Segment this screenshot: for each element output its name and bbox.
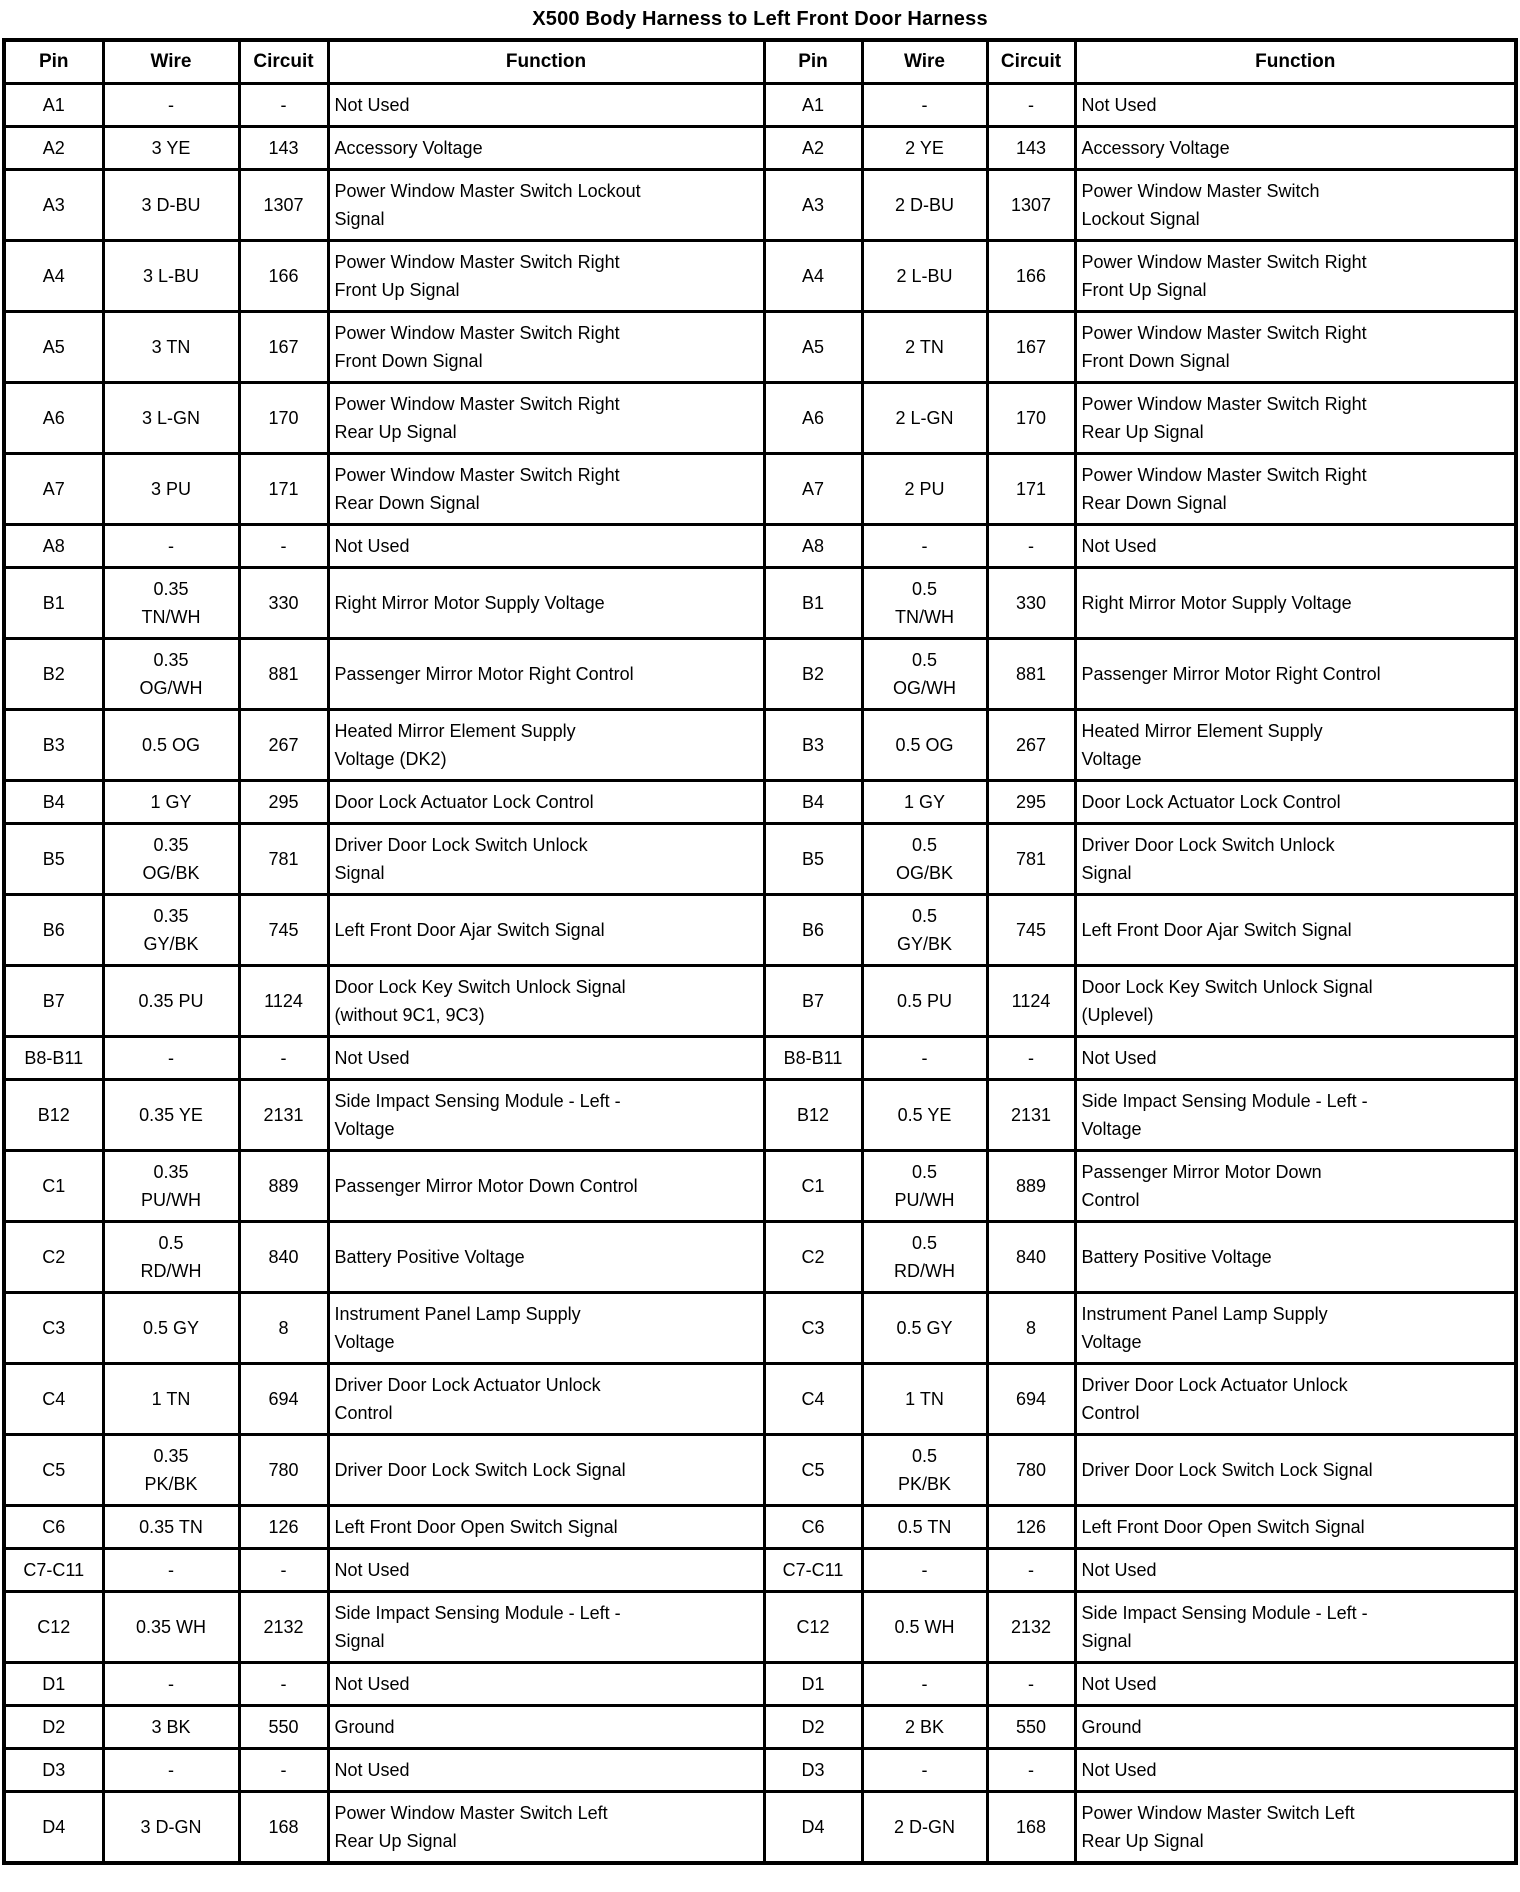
circuit-cell-left: -	[239, 84, 328, 127]
wire-cell-left: -	[103, 525, 239, 568]
table-row	[4, 824, 1516, 895]
circuit-cell-right: 694	[987, 1364, 1075, 1435]
pin-cell-left: B4	[4, 781, 103, 824]
pin-cell-left: C6	[4, 1506, 103, 1549]
function-cell-right: Accessory Voltage	[1075, 127, 1516, 170]
wire-cell-left: 3 L-GN	[103, 383, 239, 454]
circuit-cell-left: -	[239, 1549, 328, 1592]
circuit-cell-left: 167	[239, 312, 328, 383]
table-body	[4, 84, 1516, 1864]
table-row	[4, 312, 1516, 383]
circuit-cell-left: 330	[239, 568, 328, 639]
column-header-circuit-right: Circuit	[987, 40, 1075, 84]
pin-cell-left: D4	[4, 1792, 103, 1864]
circuit-cell-right: -	[987, 1749, 1075, 1792]
table-row	[4, 1506, 1516, 1549]
pin-cell-left: D3	[4, 1749, 103, 1792]
wire-cell-left: 0.35 PU	[103, 966, 239, 1037]
wire-cell-right: 0.5 OG	[862, 710, 987, 781]
wire-cell-left: 0.35 PU/WH	[103, 1151, 239, 1222]
table-row	[4, 84, 1516, 127]
table-row	[4, 525, 1516, 568]
wire-cell-right: 2 L-BU	[862, 241, 987, 312]
pin-cell-right: A3	[764, 170, 862, 241]
circuit-cell-right: 170	[987, 383, 1075, 454]
circuit-cell-left: 781	[239, 824, 328, 895]
table-row	[4, 1749, 1516, 1792]
circuit-cell-left: 1124	[239, 966, 328, 1037]
function-cell-left: Left Front Door Open Switch Signal	[328, 1506, 764, 1549]
header-row	[4, 40, 1516, 84]
circuit-cell-right: 745	[987, 895, 1075, 966]
function-cell-left: Passenger Mirror Motor Down Control	[328, 1151, 764, 1222]
pin-cell-right: C3	[764, 1293, 862, 1364]
function-cell-left: Not Used	[328, 1663, 764, 1706]
circuit-cell-right: -	[987, 1037, 1075, 1080]
column-header-function-right: Function	[1075, 40, 1516, 84]
circuit-cell-left: 2131	[239, 1080, 328, 1151]
function-cell-left: Battery Positive Voltage	[328, 1222, 764, 1293]
column-header-pin-left: Pin	[4, 40, 103, 84]
circuit-cell-right: 8	[987, 1293, 1075, 1364]
function-cell-left: Not Used	[328, 1549, 764, 1592]
pin-cell-right: A2	[764, 127, 862, 170]
circuit-cell-left: 166	[239, 241, 328, 312]
pin-cell-left: A7	[4, 454, 103, 525]
wire-cell-right: -	[862, 1663, 987, 1706]
pin-cell-right: B12	[764, 1080, 862, 1151]
circuit-cell-left: 267	[239, 710, 328, 781]
pin-cell-right: A5	[764, 312, 862, 383]
function-cell-left: Left Front Door Ajar Switch Signal	[328, 895, 764, 966]
wire-cell-right: 2 D-GN	[862, 1792, 987, 1864]
circuit-cell-right: 168	[987, 1792, 1075, 1864]
table-row	[4, 568, 1516, 639]
wire-cell-left: 0.35 WH	[103, 1592, 239, 1663]
pin-cell-left: C3	[4, 1293, 103, 1364]
table-row	[4, 895, 1516, 966]
wire-cell-right: 2 PU	[862, 454, 987, 525]
wire-cell-right: 0.5 PU/WH	[862, 1151, 987, 1222]
function-cell-right: Right Mirror Motor Supply Voltage	[1075, 568, 1516, 639]
wire-cell-left: 3 TN	[103, 312, 239, 383]
pin-cell-left: A4	[4, 241, 103, 312]
pin-cell-left: B8-B11	[4, 1037, 103, 1080]
wire-cell-left: -	[103, 1749, 239, 1792]
pin-cell-left: B2	[4, 639, 103, 710]
circuit-cell-right: 167	[987, 312, 1075, 383]
wire-cell-right: 0.5 TN/WH	[862, 568, 987, 639]
circuit-cell-left: 170	[239, 383, 328, 454]
function-cell-left: Accessory Voltage	[328, 127, 764, 170]
wire-cell-left: 1 GY	[103, 781, 239, 824]
circuit-cell-left: 745	[239, 895, 328, 966]
circuit-cell-right: -	[987, 84, 1075, 127]
function-cell-right: Left Front Door Ajar Switch Signal	[1075, 895, 1516, 966]
function-cell-left: Not Used	[328, 525, 764, 568]
wire-cell-left: 3 PU	[103, 454, 239, 525]
pin-cell-right: B7	[764, 966, 862, 1037]
circuit-cell-right: 2132	[987, 1592, 1075, 1663]
function-cell-right: Driver Door Lock Switch Lock Signal	[1075, 1435, 1516, 1506]
circuit-cell-right: 2131	[987, 1080, 1075, 1151]
column-header-circuit-left: Circuit	[239, 40, 328, 84]
pin-cell-right: C12	[764, 1592, 862, 1663]
wire-cell-left: 3 D-BU	[103, 170, 239, 241]
pin-cell-right: D2	[764, 1706, 862, 1749]
function-cell-right: Driver Door Lock Switch Unlock Signal	[1075, 824, 1516, 895]
wire-cell-right: 2 BK	[862, 1706, 987, 1749]
function-cell-left: Power Window Master Switch Right Front Down Signal	[328, 312, 764, 383]
circuit-cell-right: 166	[987, 241, 1075, 312]
function-cell-left: Power Window Master Switch Left Rear Up Signal	[328, 1792, 764, 1864]
circuit-cell-left: 171	[239, 454, 328, 525]
pin-cell-left: C4	[4, 1364, 103, 1435]
wire-cell-right: 0.5 PU	[862, 966, 987, 1037]
pin-cell-left: C12	[4, 1592, 103, 1663]
function-cell-right: Side Impact Sensing Module - Left - Signal	[1075, 1592, 1516, 1663]
table-row	[4, 1080, 1516, 1151]
circuit-cell-right: 840	[987, 1222, 1075, 1293]
wire-cell-left: 0.35 TN/WH	[103, 568, 239, 639]
circuit-cell-right: 550	[987, 1706, 1075, 1749]
function-cell-left: Heated Mirror Element Supply Voltage (DK2)	[328, 710, 764, 781]
function-cell-right: Driver Door Lock Actuator Unlock Control	[1075, 1364, 1516, 1435]
pinout-table	[2, 38, 1518, 1865]
pin-cell-left: B12	[4, 1080, 103, 1151]
function-cell-right: Heated Mirror Element Supply Voltage	[1075, 710, 1516, 781]
circuit-cell-left: 168	[239, 1792, 328, 1864]
wire-cell-left: 0.5 OG	[103, 710, 239, 781]
function-cell-right: Door Lock Actuator Lock Control	[1075, 781, 1516, 824]
pin-cell-left: B3	[4, 710, 103, 781]
circuit-cell-left: 295	[239, 781, 328, 824]
circuit-cell-right: 126	[987, 1506, 1075, 1549]
pin-cell-right: B3	[764, 710, 862, 781]
circuit-cell-right: 780	[987, 1435, 1075, 1506]
circuit-cell-left: 550	[239, 1706, 328, 1749]
wire-cell-right: -	[862, 1549, 987, 1592]
table-row	[4, 127, 1516, 170]
wire-cell-right: 2 L-GN	[862, 383, 987, 454]
pin-cell-right: D1	[764, 1663, 862, 1706]
pin-cell-left: C7-C11	[4, 1549, 103, 1592]
pin-cell-right: A7	[764, 454, 862, 525]
wire-cell-left: 0.5 RD/WH	[103, 1222, 239, 1293]
function-cell-right: Ground	[1075, 1706, 1516, 1749]
table-row	[4, 170, 1516, 241]
function-cell-right: Instrument Panel Lamp Supply Voltage	[1075, 1293, 1516, 1364]
wire-cell-right: -	[862, 1749, 987, 1792]
circuit-cell-right: -	[987, 1663, 1075, 1706]
wire-cell-left: 0.5 GY	[103, 1293, 239, 1364]
circuit-cell-right: 1124	[987, 966, 1075, 1037]
function-cell-right: Power Window Master Switch Lockout Signal	[1075, 170, 1516, 241]
table-row	[4, 1293, 1516, 1364]
wire-cell-right: 0.5 GY/BK	[862, 895, 987, 966]
circuit-cell-left: 889	[239, 1151, 328, 1222]
circuit-cell-right: -	[987, 525, 1075, 568]
pin-cell-left: D1	[4, 1663, 103, 1706]
function-cell-right: Passenger Mirror Motor Down Control	[1075, 1151, 1516, 1222]
wire-cell-right: 0.5 RD/WH	[862, 1222, 987, 1293]
wire-cell-right: 2 D-BU	[862, 170, 987, 241]
pin-cell-left: A3	[4, 170, 103, 241]
column-header-wire-left: Wire	[103, 40, 239, 84]
circuit-cell-right: -	[987, 1549, 1075, 1592]
wire-cell-right: 0.5 YE	[862, 1080, 987, 1151]
wire-cell-left: 3 L-BU	[103, 241, 239, 312]
wire-cell-left: 0.35 OG/WH	[103, 639, 239, 710]
pin-cell-left: B7	[4, 966, 103, 1037]
wire-cell-right: 0.5 OG/WH	[862, 639, 987, 710]
wire-cell-left: 0.35 OG/BK	[103, 824, 239, 895]
circuit-cell-right: 881	[987, 639, 1075, 710]
function-cell-right: Not Used	[1075, 1037, 1516, 1080]
wire-cell-left: 3 BK	[103, 1706, 239, 1749]
circuit-cell-left: 881	[239, 639, 328, 710]
wire-cell-right: -	[862, 84, 987, 127]
table-row	[4, 1549, 1516, 1592]
function-cell-left: Right Mirror Motor Supply Voltage	[328, 568, 764, 639]
column-header-function-left: Function	[328, 40, 764, 84]
pin-cell-left: B6	[4, 895, 103, 966]
pin-cell-right: C4	[764, 1364, 862, 1435]
function-cell-right: Power Window Master Switch Right Front Down Signal	[1075, 312, 1516, 383]
circuit-cell-right: 143	[987, 127, 1075, 170]
wire-cell-right: 1 TN	[862, 1364, 987, 1435]
circuit-cell-left: 8	[239, 1293, 328, 1364]
function-cell-left: Power Window Master Switch Right Rear Down Signal	[328, 454, 764, 525]
pin-cell-right: D3	[764, 1749, 862, 1792]
function-cell-right: Power Window Master Switch Right Rear Up Signal	[1075, 383, 1516, 454]
wire-cell-left: -	[103, 1663, 239, 1706]
table-row	[4, 1592, 1516, 1663]
pin-cell-right: C1	[764, 1151, 862, 1222]
pin-cell-right: B1	[764, 568, 862, 639]
pin-cell-left: A8	[4, 525, 103, 568]
wire-cell-right: 2 YE	[862, 127, 987, 170]
wire-cell-right: 0.5 PK/BK	[862, 1435, 987, 1506]
wire-cell-right: 0.5 OG/BK	[862, 824, 987, 895]
circuit-cell-left: -	[239, 1749, 328, 1792]
table-row	[4, 1435, 1516, 1506]
function-cell-left: Side Impact Sensing Module - Left - Voltage	[328, 1080, 764, 1151]
table-row	[4, 1792, 1516, 1864]
function-cell-right: Not Used	[1075, 525, 1516, 568]
circuit-cell-left: -	[239, 1037, 328, 1080]
wire-cell-left: -	[103, 84, 239, 127]
circuit-cell-right: 889	[987, 1151, 1075, 1222]
function-cell-left: Door Lock Key Switch Unlock Signal (without 9C1, 9C3)	[328, 966, 764, 1037]
wire-cell-left: 0.35 PK/BK	[103, 1435, 239, 1506]
function-cell-left: Driver Door Lock Switch Unlock Signal	[328, 824, 764, 895]
function-cell-right: Side Impact Sensing Module - Left - Voltage	[1075, 1080, 1516, 1151]
function-cell-right: Not Used	[1075, 1749, 1516, 1792]
wire-cell-left: 0.35 TN	[103, 1506, 239, 1549]
function-cell-left: Side Impact Sensing Module - Left - Signal	[328, 1592, 764, 1663]
table-row	[4, 1151, 1516, 1222]
table-row	[4, 966, 1516, 1037]
function-cell-left: Passenger Mirror Motor Right Control	[328, 639, 764, 710]
wire-cell-left: 0.35 GY/BK	[103, 895, 239, 966]
pin-cell-right: C6	[764, 1506, 862, 1549]
circuit-cell-left: 840	[239, 1222, 328, 1293]
circuit-cell-right: 781	[987, 824, 1075, 895]
function-cell-left: Driver Door Lock Actuator Unlock Control	[328, 1364, 764, 1435]
circuit-cell-right: 295	[987, 781, 1075, 824]
circuit-cell-left: 2132	[239, 1592, 328, 1663]
function-cell-right: Passenger Mirror Motor Right Control	[1075, 639, 1516, 710]
circuit-cell-right: 171	[987, 454, 1075, 525]
circuit-cell-left: 780	[239, 1435, 328, 1506]
pin-cell-left: B5	[4, 824, 103, 895]
page-title: X500 Body Harness to Left Front Door Harness	[532, 8, 988, 30]
function-cell-left: Power Window Master Switch Lockout Signal	[328, 170, 764, 241]
table-row	[4, 1222, 1516, 1293]
wire-cell-right: -	[862, 1037, 987, 1080]
function-cell-left: Not Used	[328, 1749, 764, 1792]
circuit-cell-right: 267	[987, 710, 1075, 781]
table-row	[4, 1364, 1516, 1435]
pin-cell-right: B2	[764, 639, 862, 710]
pin-cell-left: C2	[4, 1222, 103, 1293]
pin-cell-right: C5	[764, 1435, 862, 1506]
pin-cell-left: C1	[4, 1151, 103, 1222]
circuit-cell-right: 1307	[987, 170, 1075, 241]
function-cell-left: Power Window Master Switch Right Front Up Signal	[328, 241, 764, 312]
table-row	[4, 1037, 1516, 1080]
pin-cell-right: A1	[764, 84, 862, 127]
function-cell-left: Door Lock Actuator Lock Control	[328, 781, 764, 824]
pin-cell-right: A8	[764, 525, 862, 568]
pin-cell-left: A2	[4, 127, 103, 170]
function-cell-right: Power Window Master Switch Right Front Up Signal	[1075, 241, 1516, 312]
function-cell-right: Not Used	[1075, 84, 1516, 127]
function-cell-left: Instrument Panel Lamp Supply Voltage	[328, 1293, 764, 1364]
pin-cell-right: B4	[764, 781, 862, 824]
wire-cell-left: 0.35 YE	[103, 1080, 239, 1151]
function-cell-right: Not Used	[1075, 1663, 1516, 1706]
wire-cell-right: 0.5 TN	[862, 1506, 987, 1549]
pin-cell-left: D2	[4, 1706, 103, 1749]
table-row	[4, 454, 1516, 525]
column-header-pin-right: Pin	[764, 40, 862, 84]
circuit-cell-left: 1307	[239, 170, 328, 241]
pin-cell-left: A6	[4, 383, 103, 454]
wire-cell-left: -	[103, 1549, 239, 1592]
pin-cell-right: B8-B11	[764, 1037, 862, 1080]
function-cell-left: Ground	[328, 1706, 764, 1749]
pin-cell-right: B6	[764, 895, 862, 966]
function-cell-left: Not Used	[328, 1037, 764, 1080]
wire-cell-left: 1 TN	[103, 1364, 239, 1435]
wire-cell-right: 0.5 WH	[862, 1592, 987, 1663]
function-cell-right: Power Window Master Switch Left Rear Up Signal	[1075, 1792, 1516, 1864]
wire-cell-left: 3 D-GN	[103, 1792, 239, 1864]
pin-cell-right: D4	[764, 1792, 862, 1864]
table-row	[4, 781, 1516, 824]
function-cell-left: Not Used	[328, 84, 764, 127]
wire-cell-left: -	[103, 1037, 239, 1080]
table-row	[4, 241, 1516, 312]
pin-cell-right: A4	[764, 241, 862, 312]
circuit-cell-left: 143	[239, 127, 328, 170]
wire-cell-right: 0.5 GY	[862, 1293, 987, 1364]
circuit-cell-left: -	[239, 525, 328, 568]
table-row	[4, 1706, 1516, 1749]
wire-cell-right: 1 GY	[862, 781, 987, 824]
function-cell-right: Door Lock Key Switch Unlock Signal (Uplevel)	[1075, 966, 1516, 1037]
circuit-cell-left: -	[239, 1663, 328, 1706]
pin-cell-right: B5	[764, 824, 862, 895]
function-cell-left: Power Window Master Switch Right Rear Up Signal	[328, 383, 764, 454]
wire-cell-right: 2 TN	[862, 312, 987, 383]
circuit-cell-left: 126	[239, 1506, 328, 1549]
wire-cell-left: 3 YE	[103, 127, 239, 170]
wire-cell-right: -	[862, 525, 987, 568]
function-cell-right: Left Front Door Open Switch Signal	[1075, 1506, 1516, 1549]
table-row	[4, 639, 1516, 710]
pin-cell-left: C5	[4, 1435, 103, 1506]
circuit-cell-left: 694	[239, 1364, 328, 1435]
table-row	[4, 710, 1516, 781]
table-row	[4, 383, 1516, 454]
function-cell-right: Battery Positive Voltage	[1075, 1222, 1516, 1293]
pin-cell-right: C7-C11	[764, 1549, 862, 1592]
pin-cell-left: A5	[4, 312, 103, 383]
pin-cell-left: A1	[4, 84, 103, 127]
pin-cell-right: C2	[764, 1222, 862, 1293]
function-cell-right: Power Window Master Switch Right Rear Down Signal	[1075, 454, 1516, 525]
circuit-cell-right: 330	[987, 568, 1075, 639]
table-row	[4, 1663, 1516, 1706]
pin-cell-right: A6	[764, 383, 862, 454]
pin-cell-left: B1	[4, 568, 103, 639]
column-header-wire-right: Wire	[862, 40, 987, 84]
function-cell-right: Not Used	[1075, 1549, 1516, 1592]
function-cell-left: Driver Door Lock Switch Lock Signal	[328, 1435, 764, 1506]
